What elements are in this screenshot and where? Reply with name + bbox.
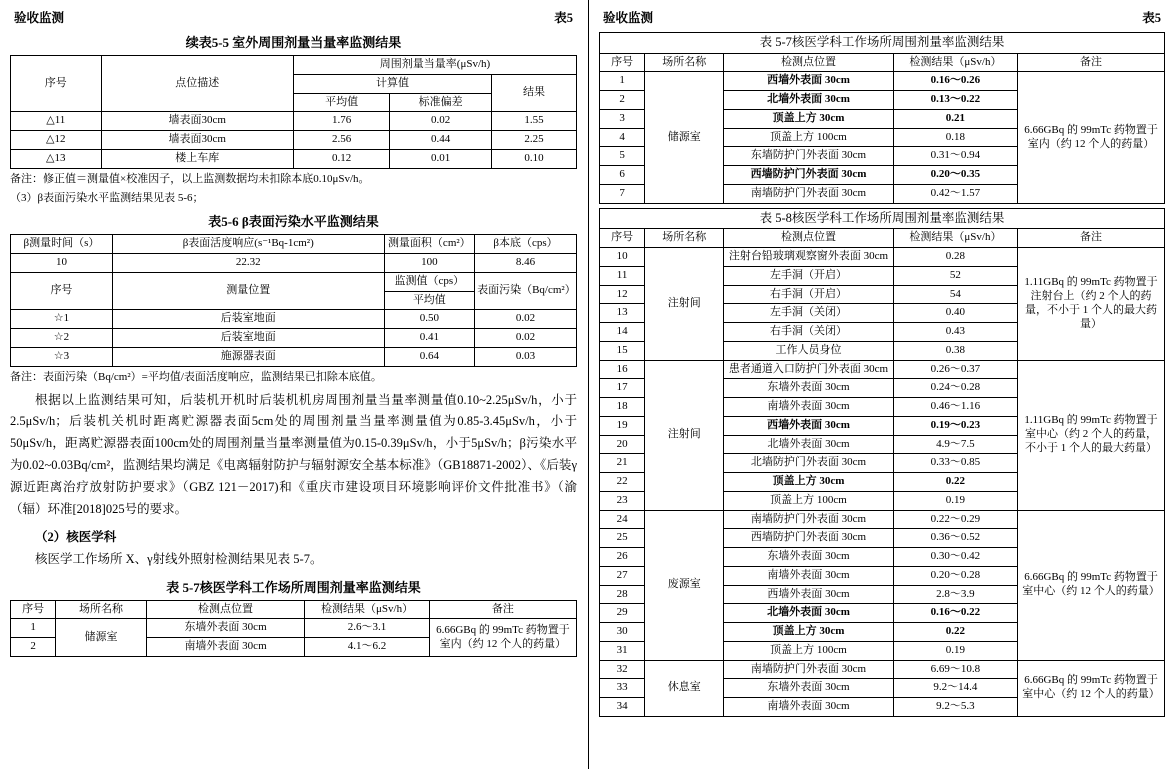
th-place: 场所名称 <box>56 600 147 619</box>
cell-no: ☆1 <box>11 310 113 329</box>
th-no: 序号 <box>11 272 113 310</box>
table-row <box>600 229 1165 248</box>
cell-result: 0.20～0.28 <box>893 566 1017 585</box>
cell-point: 南墙外表面 30cm <box>146 638 304 657</box>
th-avg: 平均值 <box>384 291 475 310</box>
beta-line: （3）β表面污染水平监测结果见表 5-6； <box>10 192 204 205</box>
th-result: 检测结果（μSv/h） <box>893 53 1017 72</box>
table-row <box>11 600 577 619</box>
cell-point: 顶盖上方 30cm <box>724 473 894 492</box>
th-no: 序号 <box>600 53 645 72</box>
cell-result: 6.69～10.8 <box>893 660 1017 679</box>
right-page-column <box>588 0 1175 769</box>
th-place: 场所名称 <box>645 53 724 72</box>
th-result: 检测结果（μSv/h） <box>305 600 430 619</box>
cell-point: 顶盖上方 30cm <box>724 623 894 642</box>
th-group: 周围剂量当量率(μSv/h) <box>293 56 576 75</box>
th-avg: 平均值 <box>293 93 389 112</box>
cell-point: 注射台铅玻璃观察窗外表面 30cm <box>724 248 894 267</box>
cell-place: 休息室 <box>645 660 724 716</box>
cell-no: 21 <box>600 454 645 473</box>
right-table-5-7 <box>599 32 1165 204</box>
cell-result: 0.33～0.85 <box>893 454 1017 473</box>
cell-point: 东墙外表面 30cm <box>724 548 894 567</box>
cell-point: 顶盖上方 100cm <box>724 491 894 510</box>
cell-no: 6 <box>600 166 645 185</box>
cell-no: 1 <box>600 72 645 91</box>
cell-no: 33 <box>600 679 645 698</box>
th-point: 检测点位置 <box>724 53 894 72</box>
cell-result: 2.8～3.9 <box>893 585 1017 604</box>
cell-no: 25 <box>600 529 645 548</box>
th-result: 检测结果（μSv/h） <box>893 229 1017 248</box>
cell-avg: 0.41 <box>384 329 475 348</box>
header-right-text: 表5 <box>1142 11 1161 25</box>
cell-result: 9.2～5.3 <box>893 698 1017 717</box>
cell-result: 0.43 <box>893 323 1017 342</box>
th-point: 检测点位置 <box>146 600 304 619</box>
table-5-5 <box>10 55 577 169</box>
cell-no: 14 <box>600 323 645 342</box>
cell-no: 4 <box>600 128 645 147</box>
cell-no: 29 <box>600 604 645 623</box>
cell-sd: 0.44 <box>390 131 492 150</box>
table-row <box>600 72 1165 91</box>
header-left-text: 验收监测 <box>603 11 654 25</box>
cell-point: 西墙外表面 30cm <box>724 585 894 604</box>
cell-result: 0.42～1.57 <box>893 184 1017 203</box>
cell-no: 17 <box>600 379 645 398</box>
cell-no: 10 <box>600 248 645 267</box>
cell-place: 储源室 <box>56 619 147 657</box>
cell-no: 15 <box>600 341 645 360</box>
cell-cont: 0.02 <box>475 329 577 348</box>
th-remark: 备注 <box>1018 53 1165 72</box>
th-pos: 测量位置 <box>112 272 384 310</box>
th-beta-time: β测量时间（s） <box>11 235 113 254</box>
th-no: 序号 <box>11 600 56 619</box>
cell-cont: 0.02 <box>475 310 577 329</box>
table-row <box>11 254 577 273</box>
cell-point: 南墙外表面 30cm <box>724 566 894 585</box>
cell-result: 0.16～0.22 <box>893 604 1017 623</box>
cell-beta-time: 10 <box>11 254 113 273</box>
table-row <box>11 272 577 291</box>
cell-result: 0.40 <box>893 304 1017 323</box>
cell-point: 东墙外表面 30cm <box>724 379 894 398</box>
cell-point: 西墙外表面 30cm <box>724 416 894 435</box>
cell-no: 19 <box>600 416 645 435</box>
th-no: 序号 <box>600 229 645 248</box>
cell-point: 东墙外表面 30cm <box>146 619 304 638</box>
cell-result: 2.6～3.1 <box>305 619 430 638</box>
cell-avg: 2.56 <box>293 131 389 150</box>
cell-avg: 0.12 <box>293 149 389 168</box>
cell-no: 23 <box>600 491 645 510</box>
cell-no: 34 <box>600 698 645 717</box>
cell-no: △11 <box>11 112 102 131</box>
cell-result: 0.24～0.28 <box>893 379 1017 398</box>
cell-result: 2.25 <box>492 131 577 150</box>
cell-point: 南墙防护门外表面 30cm <box>724 510 894 529</box>
th-result: 结果 <box>492 74 577 112</box>
cell-result: 9.2～14.4 <box>893 679 1017 698</box>
cell-point: 西墙防护门外表面 30cm <box>724 529 894 548</box>
header-right-text: 表5 <box>554 11 573 25</box>
cell-result: 0.38 <box>893 341 1017 360</box>
cell-no: 7 <box>600 184 645 203</box>
cell-no: 12 <box>600 285 645 304</box>
table-row <box>600 660 1165 679</box>
cell-no: 2 <box>11 638 56 657</box>
cell-beta-bg: 8.46 <box>475 254 577 273</box>
cell-no: ☆3 <box>11 347 113 366</box>
left-page-header <box>14 8 573 26</box>
cell-sd: 0.02 <box>390 112 492 131</box>
table-row <box>11 131 577 150</box>
cell-result: 0.20～0.35 <box>893 166 1017 185</box>
cell-point: 墙表面30cm <box>101 131 293 150</box>
cell-point: 北墙防护门外表面 30cm <box>724 454 894 473</box>
table-5-6 <box>10 234 577 366</box>
cell-area: 100 <box>384 254 475 273</box>
cell-result: 0.19 <box>893 491 1017 510</box>
cell-remark: 6.66GBq 的 99mTc 药物置于室内（约 12 个人的药量） <box>1018 72 1165 203</box>
table-row <box>600 510 1165 529</box>
table-row <box>11 347 577 366</box>
table-5-5-title: 续表5-5 室外周围剂量当量率监测结果 <box>185 35 402 50</box>
cell-beta-response: 22.32 <box>112 254 384 273</box>
cell-result: 4.9～7.5 <box>893 435 1017 454</box>
cell-no: 11 <box>600 266 645 285</box>
cell-place: 注射间 <box>645 248 724 361</box>
right-page-header <box>603 8 1161 26</box>
cell-pos: 后装室地面 <box>112 310 384 329</box>
table-row <box>11 235 577 254</box>
th-remark: 备注 <box>1018 229 1165 248</box>
cell-point: 顶盖上方 100cm <box>724 641 894 660</box>
table-5-6-note: 备注：表面污染（Bq/cm²）=平均值/表面活度响应，监测结果已扣除本底值。 <box>10 370 382 383</box>
cell-avg: 1.76 <box>293 112 389 131</box>
cell-result: 0.10 <box>492 149 577 168</box>
cell-result: 0.28 <box>893 248 1017 267</box>
cell-remark: 6.66GBq 的 99mTc 药物置于室中心（约 12 个人的药量） <box>1018 660 1165 716</box>
cell-point: 顶盖上方 100cm <box>724 128 894 147</box>
table-row <box>600 208 1165 229</box>
cell-no: 31 <box>600 641 645 660</box>
cell-point: 右手洞（关闭） <box>724 323 894 342</box>
th-sd: 标准偏差 <box>390 93 492 112</box>
left-page-column <box>0 0 587 769</box>
cell-no: 27 <box>600 566 645 585</box>
right-table-5-8 <box>599 208 1165 717</box>
cell-result: 4.1～6.2 <box>305 638 430 657</box>
table-5-8-title: 表 5-8核医学科工作场所周围剂量率监测结果 <box>600 208 1165 229</box>
th-place: 场所名称 <box>645 229 724 248</box>
table-row <box>11 329 577 348</box>
cell-point: 西墙外表面 30cm <box>724 72 894 91</box>
cell-result: 0.16～0.26 <box>893 72 1017 91</box>
cell-result: 0.19～0.23 <box>893 416 1017 435</box>
table-row <box>11 112 577 131</box>
cell-point: 墙表面30cm <box>101 112 293 131</box>
th-beta-bg: β本底（cps） <box>475 235 577 254</box>
cell-no: 5 <box>600 147 645 166</box>
th-contamination: 表面污染（Bq/cm²） <box>475 272 577 310</box>
cell-result: 0.13～0.22 <box>893 91 1017 110</box>
cell-remark: 1.11GBq 的 99mTc 药物置于室中心（约 2 个人的药量，不小于 1 个人的最大药量） <box>1018 360 1165 510</box>
cell-point: 工作人员身位 <box>724 341 894 360</box>
cell-remark: 1.11GBq 的 99mTc 药物置于注射台上（约 2 个人的药量，不小于 1 个人的最大药量） <box>1018 248 1165 361</box>
cell-no: ☆2 <box>11 329 113 348</box>
cell-cont: 0.03 <box>475 347 577 366</box>
cell-result: 1.55 <box>492 112 577 131</box>
cell-point: 右手洞（开启） <box>724 285 894 304</box>
cell-result: 0.18 <box>893 128 1017 147</box>
table-5-5-note: 备注：修正值＝测量值×校准因子，以上监测数据均未扣除本底0.10μSv/h。 <box>10 172 370 185</box>
left-table-5-7 <box>10 600 577 657</box>
cell-result: 52 <box>893 266 1017 285</box>
cell-no: △13 <box>11 149 102 168</box>
cell-avg: 0.50 <box>384 310 475 329</box>
cell-avg: 0.64 <box>384 347 475 366</box>
cell-no: 24 <box>600 510 645 529</box>
cell-point: 顶盖上方 30cm <box>724 109 894 128</box>
cell-result: 0.30～0.42 <box>893 548 1017 567</box>
table-row <box>600 33 1165 54</box>
cell-point: 左手洞（关闭） <box>724 304 894 323</box>
cell-remark: 6.66GBq 的 99mTc 药物置于室中心（约 12 个人的药量） <box>1018 510 1165 660</box>
cell-no: △12 <box>11 131 102 150</box>
cell-result: 0.22～0.29 <box>893 510 1017 529</box>
cell-no: 32 <box>600 660 645 679</box>
th-no: 序号 <box>11 56 102 112</box>
th-point: 点位描述 <box>101 56 293 112</box>
table-5-6-title: 表5-6 β表面污染水平监测结果 <box>208 214 379 230</box>
cell-point: 南墙外表面 30cm <box>724 698 894 717</box>
header-left-text: 验收监测 <box>14 11 65 25</box>
th-calc: 计算值 <box>293 74 491 93</box>
th-point: 检测点位置 <box>724 229 894 248</box>
cell-no: 13 <box>600 304 645 323</box>
table-row <box>600 248 1165 267</box>
cell-result: 0.22 <box>893 473 1017 492</box>
th-beta-response: β表面活度响应(s⁻¹Bq-1cm²) <box>112 235 384 254</box>
cell-no: 18 <box>600 398 645 417</box>
cell-place: 注射间 <box>645 360 724 510</box>
cell-point: 北墙外表面 30cm <box>724 435 894 454</box>
cell-result: 0.46～1.16 <box>893 398 1017 417</box>
table-row <box>600 360 1165 379</box>
cell-sd: 0.01 <box>390 149 492 168</box>
cell-no: 20 <box>600 435 645 454</box>
cell-no: 22 <box>600 473 645 492</box>
cell-no: 28 <box>600 585 645 604</box>
cell-point: 西墙防护门外表面 30cm <box>724 166 894 185</box>
cell-no: 3 <box>600 109 645 128</box>
th-monitor-group: 监测值（cps） <box>384 272 475 291</box>
cell-result: 0.26～0.37 <box>893 360 1017 379</box>
cell-point: 北墙外表面 30cm <box>724 604 894 623</box>
cell-result: 54 <box>893 285 1017 304</box>
cell-pos: 施源器表面 <box>112 347 384 366</box>
cell-point: 东墙防护门外表面 30cm <box>724 147 894 166</box>
table-row <box>11 149 577 168</box>
cell-point: 南墙防护门外表面 30cm <box>724 184 894 203</box>
cell-point: 患者通道入口防护门外表面 30cm <box>724 360 894 379</box>
cell-place: 废源室 <box>645 510 724 660</box>
cell-no: 30 <box>600 623 645 642</box>
cell-no: 2 <box>600 91 645 110</box>
conclusion-paragraph: 根据以上监测结果可知，后装机开机时后装机机房周围剂量当量率测量值0.10~2.25μSv/h，小于2.5μSv/h；后装机关机时距离贮源器表面5cm处的周围剂量当量率测量值为0.85-3.45μSv/h，小于50μSv/h，距离贮源器表面100cm处的周围剂量当量率测量值为0.15-0.39μSv/h，小于5μSv/h；β污染水平为0.02~0.03Bq/cm²，监测结果均满足《电离辐射防护与辐射源安全基本标准》（GB18871-2002）、《后装γ源近距离治疗放射防护要求》（GBZ 121－2017)和《重庆市建设项目环境影响评价文件批准书》（渝（辐）环准[2018]025号的要求。 <box>10 392 577 516</box>
cell-point: 楼上车库 <box>101 149 293 168</box>
cell-no: 26 <box>600 548 645 567</box>
section-line: 核医学工作场所 X、γ射线外照射检测结果见表 5-7。 <box>35 551 323 566</box>
cell-place: 储源室 <box>645 72 724 203</box>
cell-remark: 6.66GBq 的 99mTc 药物置于室内（约 12 个人的药量） <box>429 619 576 657</box>
cell-no: 16 <box>600 360 645 379</box>
th-area: 测量面积（cm²） <box>384 235 475 254</box>
table-row <box>11 56 577 75</box>
cell-result: 0.31～0.94 <box>893 147 1017 166</box>
cell-pos: 后装室地面 <box>112 329 384 348</box>
table-5-7-title: 表 5-7核医学科工作场所周围剂量率监测结果 <box>600 33 1165 54</box>
table-row <box>11 619 577 638</box>
cell-point: 左手洞（开启） <box>724 266 894 285</box>
section-title-nuclear-medicine: （2）核医学科 <box>35 529 117 544</box>
left-table-5-7-title: 表 5-7核医学科工作场所周围剂量率监测结果 <box>166 579 421 595</box>
cell-point: 南墙防护门外表面 30cm <box>724 660 894 679</box>
cell-result: 0.22 <box>893 623 1017 642</box>
th-remark: 备注 <box>429 600 576 619</box>
cell-point: 东墙外表面 30cm <box>724 679 894 698</box>
cell-point: 北墙外表面 30cm <box>724 91 894 110</box>
cell-result: 0.36～0.52 <box>893 529 1017 548</box>
cell-point: 南墙外表面 30cm <box>724 398 894 417</box>
cell-result: 0.21 <box>893 109 1017 128</box>
cell-no: 1 <box>11 619 56 638</box>
cell-result: 0.19 <box>893 641 1017 660</box>
table-row <box>600 53 1165 72</box>
table-row <box>11 310 577 329</box>
